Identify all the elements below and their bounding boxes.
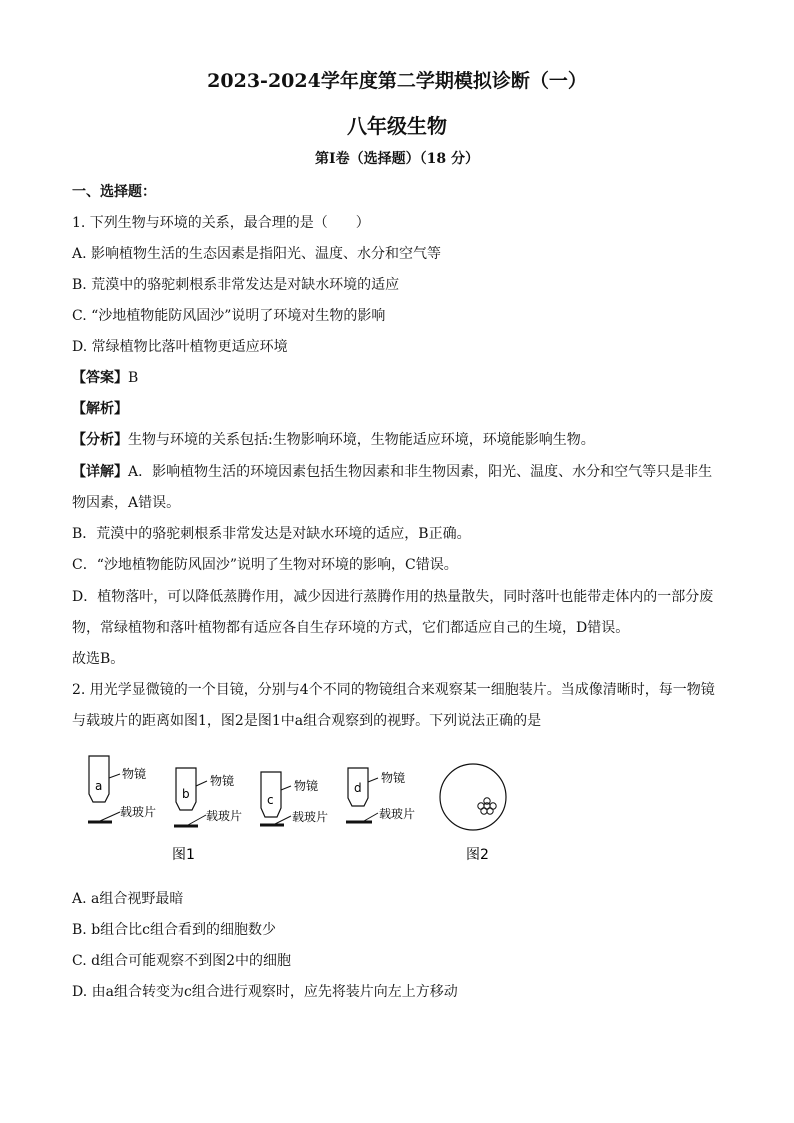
objective-d-label: 物镜 bbox=[381, 771, 406, 785]
q1-stem: 1. 下列生物与环境的关系，最合理的是（ ） bbox=[72, 215, 370, 231]
objective-d-letter: d bbox=[354, 781, 362, 795]
detail-tag: 【详解】 bbox=[72, 464, 128, 480]
objective-a-label: 物镜 bbox=[122, 767, 147, 781]
objective-c-letter: c bbox=[267, 793, 274, 807]
objective-d bbox=[346, 768, 415, 822]
slide-c-label: 载玻片 bbox=[292, 810, 329, 824]
q1-answer bbox=[72, 368, 138, 388]
q2-stem-line2: 与载玻片的距离如图1，图2是图1中a组合观察到的视野。下列说法正确的是 bbox=[72, 713, 542, 729]
answer-tag: 【答案】 bbox=[72, 370, 128, 386]
detail-a1-text: A．影响植物生活的环境因素包括生物因素和非生物因素，阳光、温度、水分和空气等只是非生 bbox=[128, 464, 713, 480]
cell-cluster bbox=[478, 798, 496, 814]
objective-c bbox=[260, 772, 328, 825]
q2-stem-line1: 2. 用光学显微镜的一个目镜，分别与4个不同的物镜组合来观察某一细胞装片。当成像清晰时，每一物镜 bbox=[72, 682, 715, 698]
objective-c-label: 物镜 bbox=[294, 779, 319, 793]
fenxi-text: 生物与环境的关系包括:生物影响环境，生物能适应环境，环境能影响生物。 bbox=[128, 432, 595, 448]
q2-option-b: B. b组合比c组合看到的细胞数少 bbox=[72, 922, 276, 938]
section-title: 一、选择题： bbox=[72, 184, 156, 200]
q1-fenxi bbox=[72, 430, 595, 450]
objective-b-label: 物镜 bbox=[210, 774, 235, 788]
q1-detail-b: B．荒漠中的骆驼刺根系非常发达是对缺水环境的适应，B正确。 bbox=[72, 526, 471, 542]
q1-detail-a1 bbox=[72, 462, 712, 482]
q2-figure bbox=[72, 752, 532, 868]
part-heading: 第Ⅰ卷（选择题）（18 分） bbox=[315, 151, 479, 167]
q1-option-a: A. 影响植物生活的生态因素是指阳光、温度、水分和空气等 bbox=[72, 246, 442, 262]
objective-b bbox=[174, 768, 242, 826]
q1-option-b: B. 荒漠中的骆驼刺根系非常发达是对缺水环境的适应 bbox=[72, 277, 400, 293]
fig2-caption: 图2 bbox=[466, 847, 489, 863]
exam-subtitle: 八年级生物 bbox=[347, 114, 447, 138]
q1-detail-c: C．“沙地植物能防风固沙”说明了生物对环境的影响，C错误。 bbox=[72, 557, 458, 573]
objective-a-letter: a bbox=[95, 779, 103, 793]
q1-option-d: D. 常绿植物比落叶植物更适应环境 bbox=[72, 339, 288, 355]
q2-option-c: C. d组合可能观察不到图2中的细胞 bbox=[72, 953, 291, 969]
q1-option-c: C. “沙地植物能防风固沙”说明了环境对生物的影响 bbox=[72, 308, 386, 324]
q2-option-a: A. a组合视野最暗 bbox=[72, 891, 184, 907]
q2-option-d: D. 由a组合转变为c组合进行观察时，应先将装片向左上方移动 bbox=[72, 984, 458, 1000]
fig1-caption: 图1 bbox=[172, 847, 195, 863]
field-of-view bbox=[440, 764, 506, 830]
objective-b-letter: b bbox=[182, 787, 190, 801]
exam-title: 2023-2024学年度第二学期模拟诊断（一） bbox=[207, 70, 587, 92]
q1-detail-d2: 物，常绿植物和落叶植物都有适应各自生存环境的方式，它们都适应自己的生境，D错误。 bbox=[72, 620, 630, 636]
objective-a bbox=[88, 756, 156, 822]
q1-conclusion: 故选B。 bbox=[72, 651, 125, 667]
answer-value: B bbox=[128, 370, 139, 386]
slide-b-label: 载玻片 bbox=[206, 809, 243, 823]
slide-a-label: 载玻片 bbox=[120, 805, 157, 819]
slide-d-label: 载玻片 bbox=[379, 807, 416, 821]
q1-detail-d1: D．植物落叶，可以降低蒸腾作用，减少因进行蒸腾作用的热量散失，同时落叶也能带走体内的一部分废 bbox=[72, 589, 714, 605]
fenxi-tag: 【分析】 bbox=[72, 432, 128, 448]
q1-analysis-tag: 【解析】 bbox=[72, 401, 128, 417]
q1-detail-a2: 物因素，A错误。 bbox=[72, 495, 181, 511]
